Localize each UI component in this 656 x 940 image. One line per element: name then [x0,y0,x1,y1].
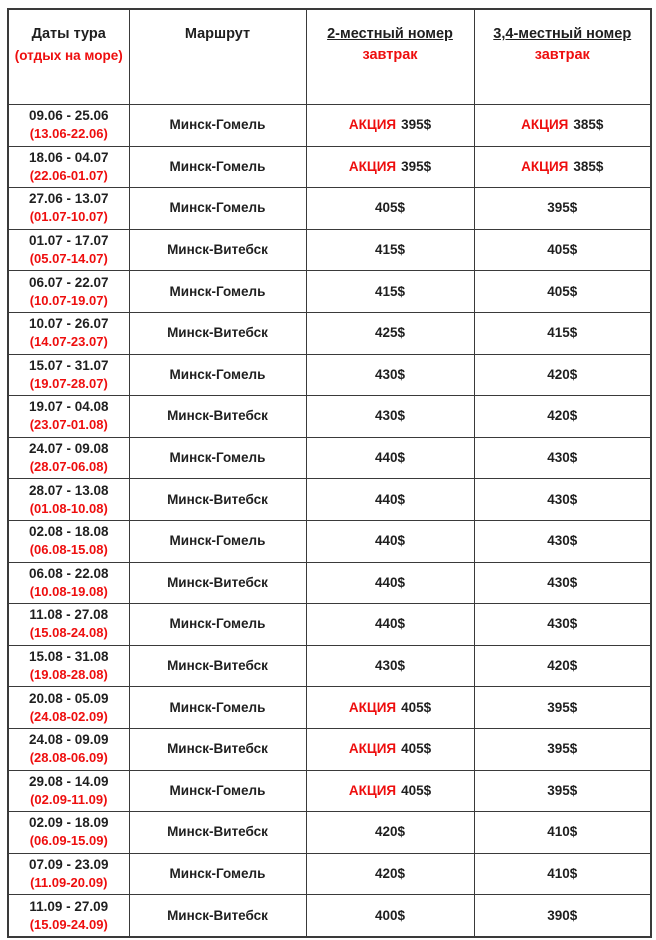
price-multi-cell [474,853,651,895]
sea-rest-dates: (15.08-24.08) [29,625,108,641]
promo-label: АКЦИЯ [521,117,569,133]
price-double-cell [306,479,474,521]
price-value: 440$ [374,450,406,466]
sea-rest-dates: (06.09-15.09) [29,833,108,849]
dates-cell [8,146,129,188]
sea-rest-dates: (06.08-15.08) [29,542,108,558]
table-row [8,604,651,646]
price-multi-cell [474,770,651,812]
sea-rest-dates: (01.08-10.08) [29,500,108,516]
dates-cell [8,105,129,147]
sea-rest-dates: (13.06-22.06) [29,126,108,142]
price-value: 430$ [547,491,578,507]
price-double-cell [306,562,474,604]
table-row [8,354,651,396]
price-double-cell [306,354,474,396]
tour-dates: 20.08 - 05.09 [28,690,109,706]
price-value: 395$ [547,741,578,757]
price-double-cell [306,188,474,230]
dates-cell [8,354,129,396]
table-row [8,520,651,562]
route-cell: Минск-Гомель [129,853,306,895]
price-multi-cell [474,479,651,521]
header-route-title: Маршрут [184,26,251,42]
tour-dates: 29.08 - 14.09 [28,773,109,789]
sea-rest-dates: (10.08-19.08) [29,583,108,599]
price-value: 440$ [374,533,406,549]
tour-price-table [7,8,652,938]
table-row [8,271,651,313]
sea-rest-dates: (05.07-14.07) [29,251,108,267]
tour-dates: 24.08 - 09.09 [28,732,109,748]
price-value: 395$ [547,782,578,798]
dates-cell [8,770,129,812]
table-row [8,770,651,812]
sea-rest-dates: (19.07-28.07) [29,375,108,391]
header-dates [8,9,129,105]
promo-label: АКЦИЯ [348,741,397,757]
route-cell: Минск-Гомель [129,105,306,147]
sea-rest-dates: (02.09-11.09) [30,791,108,807]
price-value: 405$ [401,741,432,757]
route-cell: Минск-Гомель [129,770,306,812]
promo-label: АКЦИЯ [521,158,569,174]
table-row [8,645,651,687]
dates-cell [8,312,129,354]
price-double-cell [306,105,474,147]
header-multi-room-subtitle: завтрак [534,47,590,63]
sea-rest-dates: (28.08-06.09) [29,750,108,766]
tour-dates: 09.06 - 25.06 [28,108,109,124]
price-value: 385$ [573,117,604,133]
header-route [129,9,306,105]
route-cell: Минск-Витебск [129,812,306,854]
price-double-cell [306,437,474,479]
table-row [8,895,651,937]
price-multi-cell [474,604,651,646]
table-row [8,812,651,854]
price-value: 430$ [547,574,578,590]
sea-rest-dates: (24.08-02.09) [29,708,108,724]
price-value: 385$ [573,158,604,174]
header-multi-room [474,9,651,105]
header-double-room [306,9,474,105]
table-row [8,479,651,521]
price-value: 430$ [374,658,406,674]
price-double-cell [306,520,474,562]
table-row [8,229,651,271]
price-value: 420$ [547,658,578,674]
price-value: 440$ [374,616,406,632]
route-cell: Минск-Гомель [129,687,306,729]
price-value: 405$ [401,699,432,715]
price-double-cell [306,728,474,770]
price-multi-cell [474,437,651,479]
route-cell: Минск-Витебск [129,396,306,438]
dates-cell [8,229,129,271]
tour-dates: 11.09 - 27.09 [29,898,109,914]
sea-rest-dates: (19.08-28.08) [29,667,108,683]
price-value: 415$ [547,325,578,341]
price-double-cell [306,687,474,729]
price-double-cell [306,895,474,937]
promo-label: АКЦИЯ [348,117,397,133]
dates-cell [8,853,129,895]
price-multi-cell [474,728,651,770]
tour-dates: 11.08 - 27.08 [29,607,109,623]
table-row [8,437,651,479]
price-value: 390$ [547,907,578,923]
price-value: 440$ [374,491,406,507]
route-cell: Минск-Витебск [129,728,306,770]
sea-rest-dates: (28.07-06.08) [29,459,108,475]
price-value: 395$ [401,158,432,174]
price-double-cell [306,229,474,271]
route-cell: Минск-Гомель [129,437,306,479]
price-value: 420$ [374,824,406,840]
route-cell: Минск-Гомель [129,354,306,396]
price-value: 395$ [547,200,578,216]
price-value: 430$ [547,533,578,549]
price-multi-cell [474,520,651,562]
table-row [8,105,651,147]
tour-dates: 27.06 - 13.07 [28,191,109,207]
route-cell: Минск-Гомель [129,146,306,188]
price-value: 415$ [374,283,406,299]
route-cell: Минск-Витебск [129,229,306,271]
price-value: 415$ [374,242,406,258]
dates-cell [8,604,129,646]
price-double-cell [306,812,474,854]
price-multi-cell [474,812,651,854]
price-double-cell [306,312,474,354]
price-value: 395$ [547,699,578,715]
tour-dates: 07.09 - 23.09 [28,856,109,872]
route-cell: Минск-Гомель [129,271,306,313]
tour-dates: 28.07 - 13.08 [28,482,109,498]
route-cell: Минск-Гомель [129,520,306,562]
price-multi-cell [474,146,651,188]
price-multi-cell [474,645,651,687]
dates-cell [8,396,129,438]
promo-label: АКЦИЯ [348,699,397,715]
dates-cell [8,479,129,521]
price-multi-cell [474,562,651,604]
route-cell: Минск-Витебск [129,479,306,521]
price-value: 430$ [547,450,578,466]
price-value: 430$ [374,366,406,382]
tour-dates: 10.07 - 26.07 [28,316,109,332]
promo-label: АКЦИЯ [348,158,397,174]
table-row [8,687,651,729]
table-row [8,562,651,604]
table-row [8,396,651,438]
header-double-room-subtitle: завтрак [362,47,418,63]
sea-rest-dates: (15.09-24.09) [29,916,108,932]
table-header [8,9,651,105]
header-dates-title: Даты тура [31,26,106,42]
price-double-cell [306,770,474,812]
dates-cell [8,895,129,937]
tour-dates: 24.07 - 09.08 [28,441,109,457]
tour-dates: 06.08 - 22.08 [28,565,109,581]
dates-cell [8,520,129,562]
route-cell: Минск-Витебск [129,645,306,687]
price-value: 405$ [547,283,578,299]
price-value: 405$ [374,200,406,216]
price-value: 405$ [547,242,578,258]
header-row [8,9,651,105]
dates-cell [8,437,129,479]
dates-cell [8,562,129,604]
price-double-cell [306,853,474,895]
dates-cell [8,271,129,313]
table-body [8,105,651,937]
price-value: 420$ [374,865,406,881]
header-double-room-title: 2-местный номер [327,26,453,42]
route-cell: Минск-Витебск [129,895,306,937]
promo-label: АКЦИЯ [348,782,397,798]
sea-rest-dates: (14.07-23.07) [29,334,108,350]
dates-cell [8,728,129,770]
route-cell: Минск-Витебск [129,312,306,354]
price-multi-cell [474,271,651,313]
price-value: 410$ [547,824,578,840]
price-multi-cell [474,188,651,230]
route-cell: Минск-Гомель [129,188,306,230]
header-multi-room-title: 3,4-местный номер [493,26,632,42]
price-multi-cell [474,312,651,354]
tour-dates: 02.08 - 18.08 [28,524,109,540]
tour-dates: 02.09 - 18.09 [28,815,109,831]
price-value: 440$ [374,574,406,590]
tour-dates: 19.07 - 04.08 [28,399,109,415]
tour-dates: 01.07 - 17.07 [28,233,109,249]
price-multi-cell [474,105,651,147]
dates-cell [8,687,129,729]
dates-cell [8,188,129,230]
price-double-cell [306,645,474,687]
price-value: 395$ [401,117,432,133]
route-cell: Минск-Гомель [129,604,306,646]
price-value: 400$ [374,907,406,923]
price-value: 425$ [374,325,406,341]
price-value: 420$ [547,366,578,382]
price-multi-cell [474,354,651,396]
table-row [8,853,651,895]
price-multi-cell [474,895,651,937]
price-double-cell [306,396,474,438]
price-multi-cell [474,396,651,438]
sea-rest-dates: (23.07-01.08) [29,417,108,433]
route-cell: Минск-Витебск [129,562,306,604]
price-value: 430$ [374,408,406,424]
sea-rest-dates: (22.06-01.07) [29,167,108,183]
dates-cell [8,812,129,854]
price-double-cell [306,146,474,188]
table-row [8,146,651,188]
sea-rest-dates: (10.07-19.07) [29,292,108,308]
table-row [8,728,651,770]
tour-dates: 15.08 - 31.08 [28,649,109,665]
table-row [8,188,651,230]
price-value: 420$ [547,408,578,424]
table-row [8,312,651,354]
price-multi-cell [474,229,651,271]
tour-dates: 15.07 - 31.07 [28,357,109,373]
price-value: 430$ [547,616,578,632]
sea-rest-dates: (01.07-10.07) [29,209,108,225]
price-double-cell [306,604,474,646]
sea-rest-dates: (11.09-20.09) [30,874,108,890]
price-value: 405$ [401,782,432,798]
header-dates-subtitle: (отдых на море) [14,48,123,63]
dates-cell [8,645,129,687]
price-value: 410$ [547,865,578,881]
tour-dates: 18.06 - 04.07 [28,149,109,165]
price-double-cell [306,271,474,313]
tour-dates: 06.07 - 22.07 [28,274,109,290]
price-multi-cell [474,687,651,729]
